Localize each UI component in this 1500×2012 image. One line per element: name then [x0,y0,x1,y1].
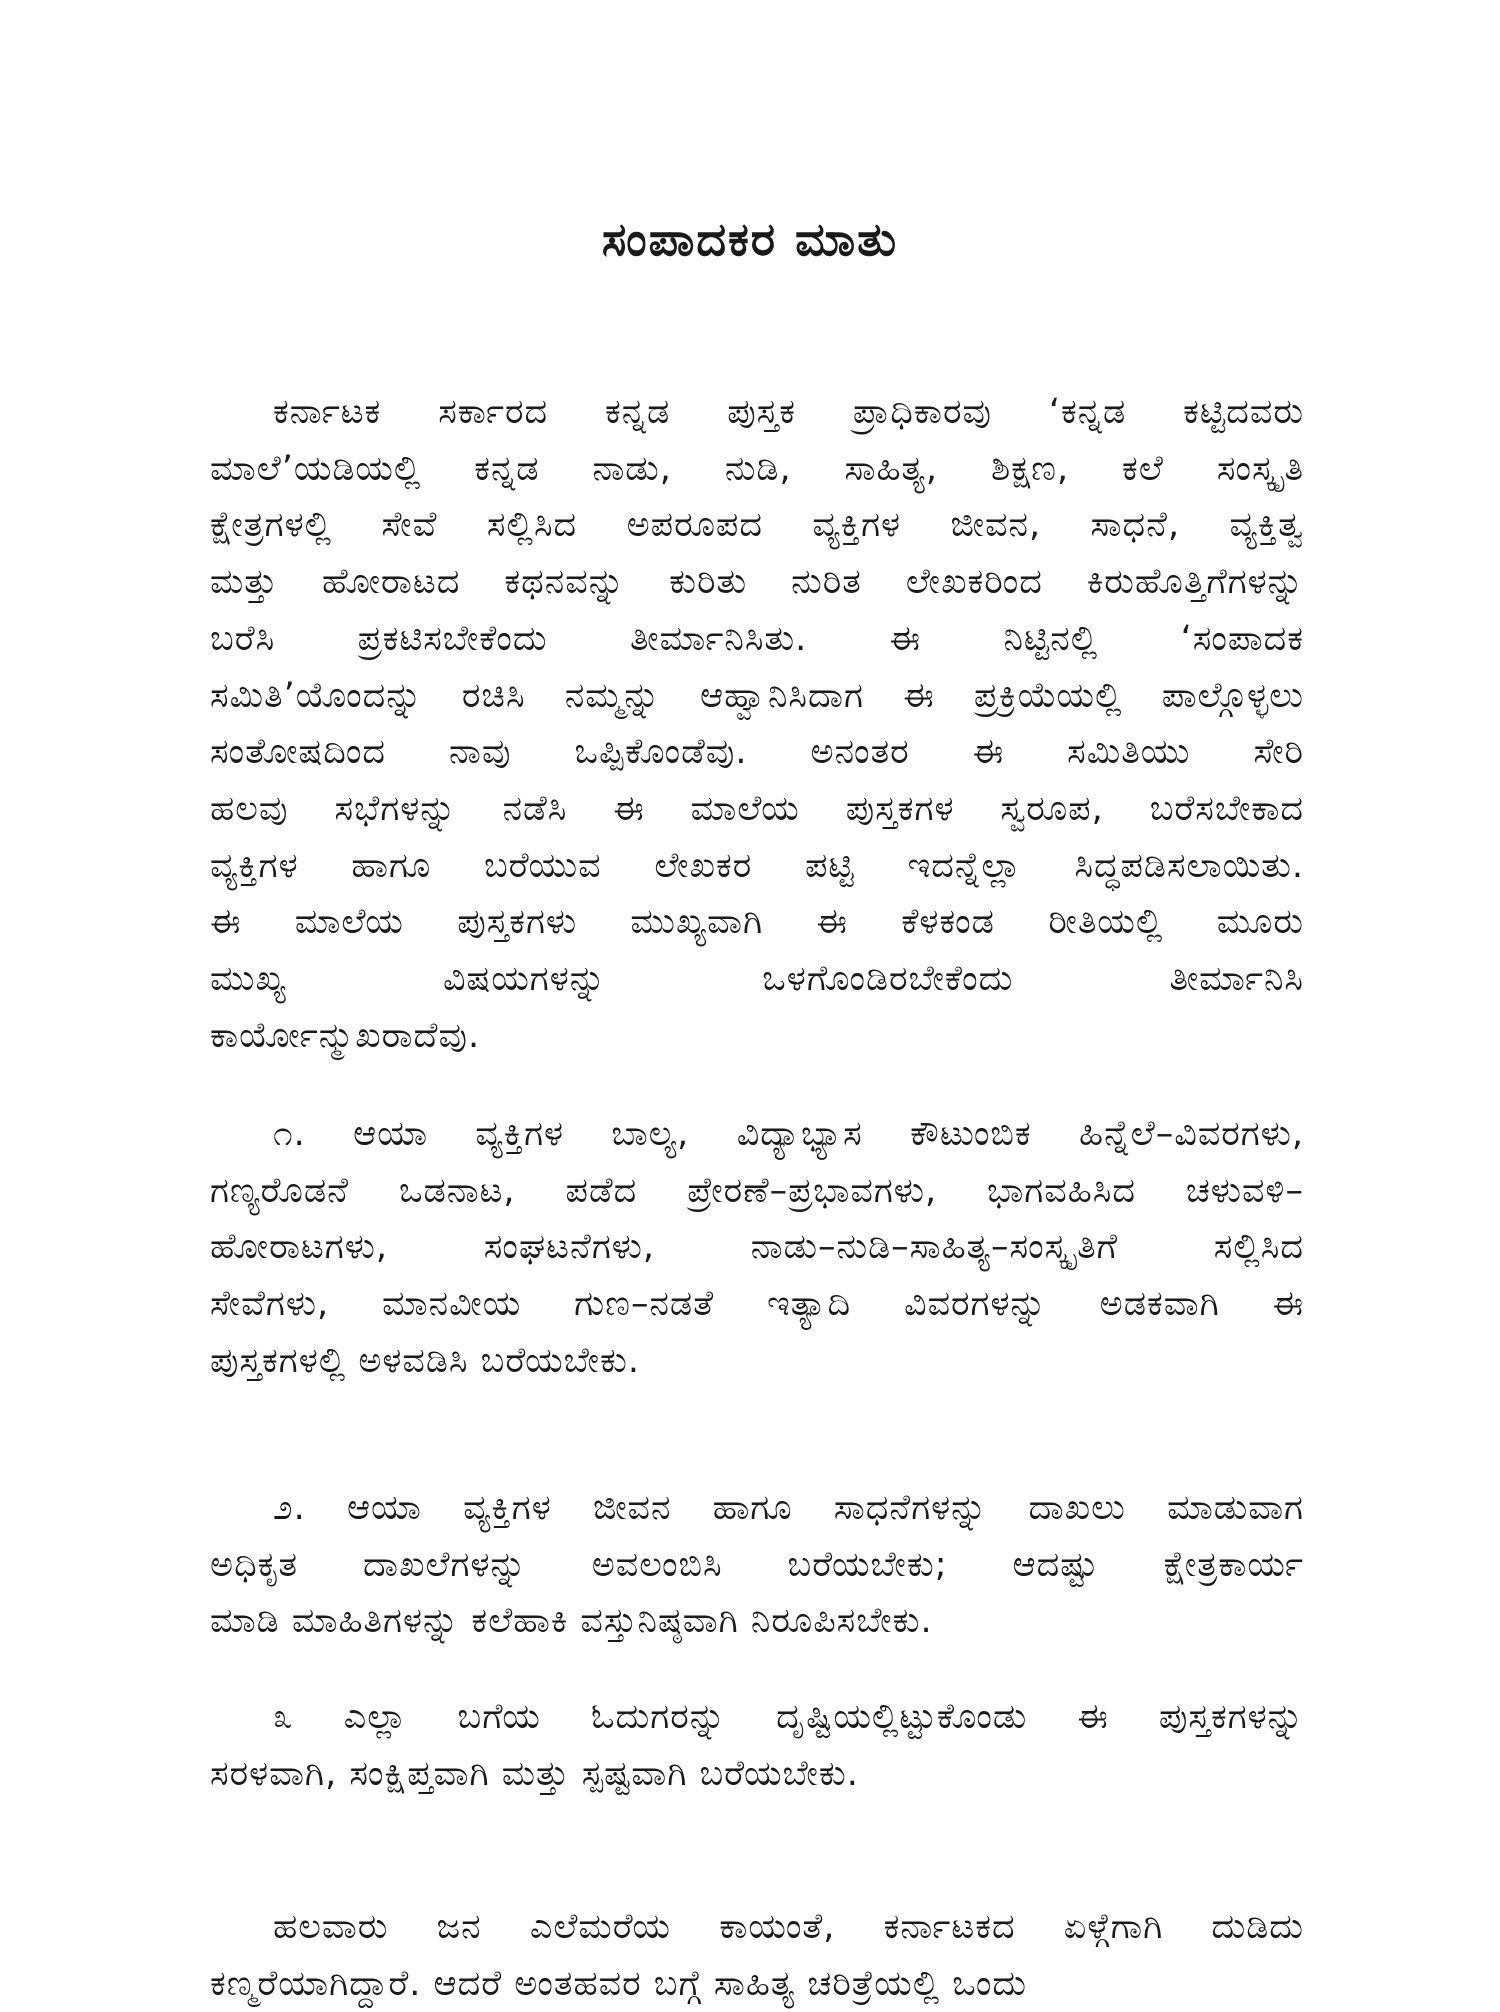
paragraph-3-line: ಮಾಡಿ ಮಾಹಿತಿಗಳನ್ನು ಕಲೆಹಾಕಿ ವಸ್ತುನಿಷ್ಠವಾಗಿ ನಿರೂಪಿಸಬೇಕು. [210,1601,933,1641]
paragraph-1-line: ಬರೆಸಿ ಪ್ರಕಟಿಸಬೇಕೆಂದು ತೀರ್ಮಾನಿಸಿತು. ಈ ನಿಟ್ಟಿನಲ್ಲಿ ‘ಸಂಪಾದಕ [210,619,1304,659]
paragraph-1-line: ಹಲವು ಸಭೆಗಳನ್ನು ನಡೆಸಿ ಈ ಮಾಲೆಯ ಪುಸ್ತಕಗಳ ಸ್ವರೂಪ, ಬರೆಸಬೇಕಾದ [210,789,1304,829]
paragraph-2-line: ಪುಸ್ತಕಗಳಲ್ಲಿ ಅಳವಡಿಸಿ ಬರೆಯಬೇಕು. [210,1341,640,1381]
paragraph-1-line: ಮುಖ್ಯ ವಿಷಯಗಳನ್ನು ಒಳಗೊಂಡಿರಬೇಕೆಂದು ತೀರ್ಮಾನಿಸಿ [210,959,1304,999]
paragraph-2-line: ೧. ಆಯಾ ವ್ಯಕ್ತಿಗಳ ಬಾಲ್ಯ, ವಿದ್ಯಾಭ್ಯಾಸ ಕೌಟುಂಬಿಕ ಹಿನ್ನೆಲೆ–ವಿವರಗಳು, [273,1114,1304,1154]
paragraph-1-line: ಮಾಲೆ’ಯಡಿಯಲ್ಲಿ ಕನ್ನಡ ನಾಡು, ನುಡಿ, ಸಾಹಿತ್ಯ, ಶಿಕ್ಷಣ, ಕಲೆ ಸಂಸ್ಕೃತಿ [210,449,1304,489]
paragraph-2-line: ಸೇವೆಗಳು, ಮಾನವೀಯ ಗುಣ–ನಡತೆ ಇತ್ಯಾದಿ ವಿವರಗಳನ್ನು ಅಡಕವಾಗಿ ಈ [210,1284,1304,1324]
paragraph-5-line: ಕಣ್ಮರೆಯಾಗಿದ್ದಾರೆ. ಆದರೆ ಅಂತಹವರ ಬಗ್ಗೆ ಸಾಹಿತ್ಯ ಚರಿತ್ರೆಯಲ್ಲಿ ಒಂದು [210,1964,1028,2004]
paragraph-1-line: ಈ ಮಾಲೆಯ ಪುಸ್ತಕಗಳು ಮುಖ್ಯವಾಗಿ ಈ ಕೆಳಕಂಡ ರೀತಿಯಲ್ಲಿ ಮೂರು [210,902,1304,942]
page-title: ಸಂಪಾದಕರ ಮಾತು [601,212,899,266]
paragraph-1-line: ಸಮಿತಿ’ಯೊಂದನ್ನು ರಚಿಸಿ ನಮ್ಮನ್ನು ಆಹ್ವಾನಿಸಿದಾಗ ಈ ಪ್ರಕ್ರಿಯೆಯಲ್ಲಿ ಪಾಲ್ಗೊಳ್ಳಲು [210,676,1304,716]
paragraph-4-line: ಸರಳವಾಗಿ, ಸಂಕ್ಷಿಪ್ತವಾಗಿ ಮತ್ತು ಸ್ಪಷ್ಟವಾಗಿ ಬರೆಯಬೇಕು. [210,1754,859,1794]
paragraph-1-line: ಸಂತೋಷದಿಂದ ನಾವು ಒಪ್ಪಿಕೊಂಡೆವು. ಅನಂತರ ಈ ಸಮಿತಿಯು ಸೇರಿ [210,732,1304,772]
paragraph-3-line: ಅಧಿಕೃತ ದಾಖಲೆಗಳನ್ನು ಅವಲಂಬಿಸಿ ಬರೆಯಬೇಕು; ಆದಷ್ಟು ಕ್ಷೇತ್ರಕಾರ್ಯ [210,1545,1304,1585]
paragraph-1-line: ಮತ್ತು ಹೋರಾಟದ ಕಥನವನ್ನು ಕುರಿತು ನುರಿತ ಲೇಖಕರಿಂದ ಕಿರುಹೊತ್ತಿಗೆಗಳನ್ನು [210,562,1304,602]
paragraph-1-line: ಕಾರ್ಯೋನ್ಮುಖರಾದೆವು. [210,1016,481,1056]
paragraph-1-line: ಕರ್ನಾಟಕ ಸರ್ಕಾರದ ಕನ್ನಡ ಪುಸ್ತಕ ಪ್ರಾಧಿಕಾರವು ‘ಕನ್ನಡ ಕಟ್ಟಿದವರು [273,392,1304,432]
paragraph-5-line: ಹಲವಾರು ಜನ ಎಲೆಮರೆಯ ಕಾಯಂತೆ, ಕರ್ನಾಟಕದ ಏಳ್ಗೆಗಾಗಿ ದುಡಿದು [273,1907,1304,1947]
paragraph-1-line: ಕ್ಷೇತ್ರಗಳಲ್ಲಿ ಸೇವೆ ಸಲ್ಲಿಸಿದ ಅಪರೂಪದ ವ್ಯಕ್ತಿಗಳ ಜೀವನ, ಸಾಧನೆ, ವ್ಯಕ್ತಿತ್ವ [210,505,1304,545]
paragraph-2-line: ಗಣ್ಯರೊಡನೆ ಒಡನಾಟ, ಪಡೆದ ಪ್ರೇರಣೆ–ಪ್ರಭಾವಗಳು, ಭಾಗವಹಿಸಿದ ಚಳುವಳಿ– [210,1171,1304,1211]
paragraph-2-line: ಹೋರಾಟಗಳು, ಸಂಘಟನೆಗಳು, ನಾಡು–ನುಡಿ–ಸಾಹಿತ್ಯ–ಸಂಸ್ಕೃತಿಗೆ ಸಲ್ಲಿಸಿದ [210,1227,1304,1267]
paragraph-1-line: ವ್ಯಕ್ತಿಗಳ ಹಾಗೂ ಬರೆಯುವ ಲೇಖಕರ ಪಟ್ಟಿ ಇದನ್ನೆಲ್ಲಾ ಸಿದ್ಧಪಡಿಸಲಾಯಿತು. [210,846,1304,886]
paragraph-4-line: ೩ ಎಲ್ಲಾ ಬಗೆಯ ಓದುಗರನ್ನು ದೃಷ್ಟಿಯಲ್ಲಿಟ್ಟುಕೊಂಡು ಈ ಪುಸ್ತಕಗಳನ್ನು [273,1697,1304,1737]
paragraph-3-line: ೨. ಆಯಾ ವ್ಯಕ್ತಿಗಳ ಜೀವನ ಹಾಗೂ ಸಾಧನೆಗಳನ್ನು ದಾಖಲು ಮಾಡುವಾಗ [273,1488,1304,1528]
